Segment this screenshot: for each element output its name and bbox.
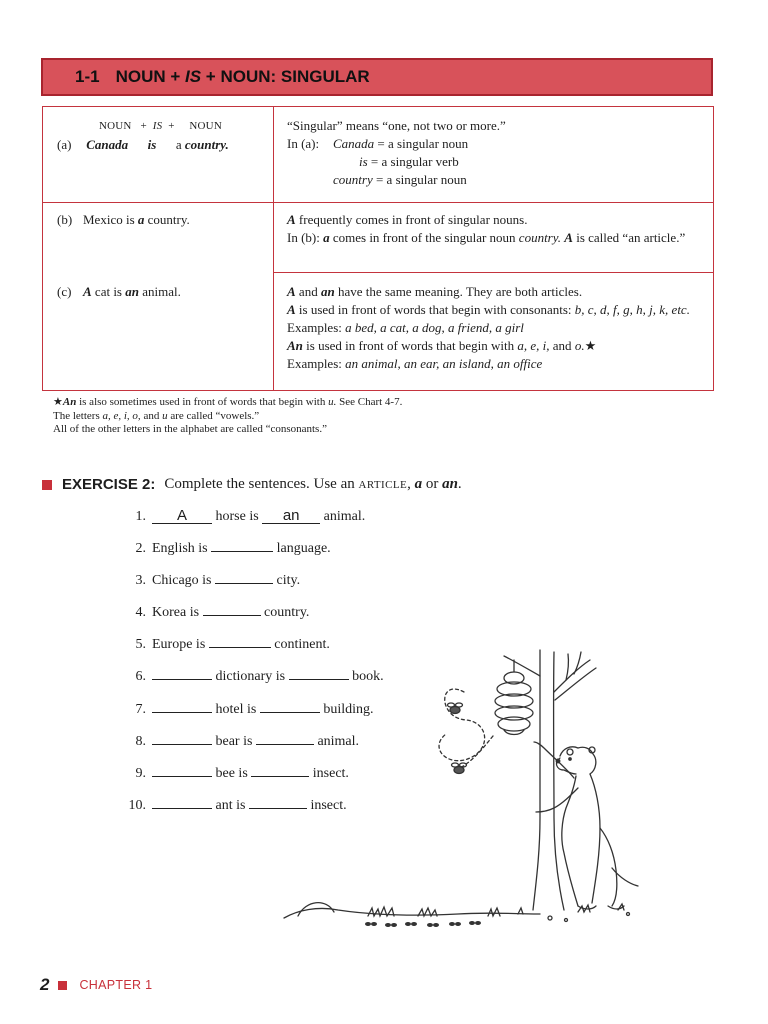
article-an: An (62, 396, 77, 408)
tree-branch (566, 654, 568, 680)
page-number: 2 (40, 975, 50, 994)
item-text: Korea is (152, 605, 200, 620)
item-text: English is (152, 541, 208, 556)
item-text: animal. (323, 509, 366, 524)
item-text: animal. (317, 734, 360, 749)
item-number: 6. (135, 669, 146, 684)
footnote-star: ★ (584, 338, 597, 353)
exercise-instruction (164, 476, 461, 493)
chart-title (116, 67, 370, 87)
explanation-text: and (549, 338, 575, 353)
header-noun: NOUN (189, 120, 222, 132)
article-an: an (320, 284, 335, 299)
square-bullet-icon (58, 981, 67, 990)
chapter-label: CHAPTER 1 (79, 978, 153, 992)
header-plus: + (168, 120, 175, 132)
row-divider (43, 202, 713, 203)
item-number: 5. (135, 637, 146, 652)
example-b (57, 211, 267, 229)
explanation-line (287, 337, 707, 355)
pebble (548, 916, 552, 920)
answer-blank[interactable] (203, 615, 261, 616)
example-label: (a) (57, 137, 72, 152)
beehive-icon (495, 672, 533, 735)
item-text: insect. (312, 766, 349, 781)
answer-blank[interactable] (152, 744, 212, 745)
example-c (57, 283, 267, 301)
item-text: Chicago is (152, 573, 212, 588)
grass (368, 904, 624, 916)
term: country. (518, 230, 562, 245)
item-number: 1. (135, 509, 146, 524)
explanation-line (287, 135, 707, 153)
exercise-header (42, 476, 462, 493)
explanation-line (287, 355, 707, 373)
exercise-label: EXERCISE 2: (62, 476, 156, 493)
tree-trunk (533, 650, 540, 910)
item-number: 8. (135, 734, 146, 749)
instruction-text: . (457, 476, 462, 492)
item-text: building. (323, 702, 374, 717)
example-word: country. (184, 137, 229, 152)
explanation-line (287, 171, 707, 189)
example-list: an animal, an ear, an island, an office (345, 356, 543, 371)
chart-title-is: IS (185, 67, 202, 86)
answer-blank[interactable] (152, 808, 212, 809)
item-text: horse is (215, 509, 259, 524)
instruction-text: Complete the sentences. Use an (164, 476, 359, 492)
bear-icon (534, 742, 638, 909)
item-number: 3. (135, 573, 146, 588)
explanation-line (287, 283, 707, 301)
item-text: Europe is (152, 637, 206, 652)
chart-divider (273, 107, 274, 390)
bee-icon (452, 763, 467, 774)
bee-flight-path (439, 689, 485, 761)
example-label: (b) (57, 212, 73, 227)
row-divider (273, 272, 713, 273)
item-number: 4. (135, 605, 146, 620)
explanation-text: is used in front of words that begin with (302, 338, 518, 353)
item-text: insect. (310, 798, 347, 813)
chart-number: 1-1 (75, 67, 100, 86)
article-a: A (287, 212, 296, 227)
footnote-line (53, 396, 653, 410)
explanation-text: have the same meaning. They are both articles. (334, 284, 583, 299)
article-a: A (564, 230, 573, 245)
tree-branch (555, 668, 596, 700)
pebble (627, 913, 630, 916)
explanation-line (287, 301, 707, 337)
article-a: a (137, 212, 145, 227)
footnote-star: ★ (53, 396, 63, 408)
example-label: (c) (57, 284, 72, 299)
answer-blank[interactable] (152, 776, 212, 777)
explanation-text: frequently comes in front of singular nouns. (295, 212, 528, 227)
instruction-smallcaps: ARTICLE (358, 479, 408, 491)
article-an: an (442, 476, 458, 492)
item-text: bee is (215, 766, 248, 781)
vowel-list: o. (574, 338, 585, 353)
footnote-letter: u. (328, 396, 337, 408)
article-an: an (125, 284, 139, 299)
ant-icon (365, 921, 481, 927)
explanation-text: comes in front of the singular noun (329, 230, 519, 245)
page-footer (40, 975, 152, 995)
footnote-text: The letters (53, 409, 103, 422)
article-a: A (287, 284, 296, 299)
vowel-list: a, e, i, (517, 338, 550, 353)
tree-branch (574, 652, 581, 674)
definition: = a singular noun (374, 136, 469, 151)
footnote-text: and (140, 409, 163, 422)
item-text: dictionary is (215, 669, 286, 684)
explanation-a (287, 117, 707, 189)
header-noun: NOUN (99, 120, 132, 132)
bee-icon (448, 703, 463, 714)
instruction-text: , (407, 476, 415, 492)
example-word: country. (144, 212, 190, 227)
footnote-letter: u (162, 409, 168, 422)
article-a: A (83, 284, 92, 299)
explanation-c (287, 283, 707, 373)
exercise-item (120, 541, 331, 557)
chart-title-part: + NOUN: SINGULAR (201, 67, 370, 86)
explanation-line (287, 153, 707, 171)
item-text: book. (352, 669, 384, 684)
answer-blank[interactable]: an (262, 509, 320, 524)
exercise-item (120, 573, 300, 589)
footnote-text: See Chart 4-7. (336, 396, 403, 408)
term: is (359, 154, 368, 169)
explanation-b (287, 211, 705, 247)
example-word: Mexico is (83, 212, 138, 227)
example-a (57, 117, 267, 154)
explanation-text: is used in front of words that begin with consonants: (295, 302, 575, 317)
header-is: IS (152, 120, 163, 132)
item-text: hotel is (215, 702, 257, 717)
footnote-line (53, 410, 653, 424)
item-text: language. (276, 541, 331, 556)
item-text: bear is (215, 734, 253, 749)
header-plus: + (140, 120, 147, 132)
term: Canada (333, 136, 375, 151)
explanation-prefix: In (a): (287, 136, 320, 151)
explanation-text: In (b): (287, 230, 324, 245)
article-a: A (287, 302, 296, 317)
chart-title-banner (41, 58, 713, 96)
exercise-item (120, 509, 365, 525)
answer-blank[interactable] (211, 551, 273, 552)
instruction-text: or (422, 476, 443, 492)
explanation-text: Examples: (287, 320, 346, 335)
article-a: a (323, 230, 330, 245)
pebble (565, 919, 568, 922)
example-list: a bed, a cat, a dog, a friend, a girl (345, 320, 524, 335)
answer-blank[interactable] (215, 583, 273, 584)
article-an: An (287, 338, 303, 353)
chart-footnote (53, 396, 653, 437)
example-word: cat is (91, 284, 126, 299)
answer-blank[interactable] (152, 679, 212, 680)
definition: = a singular noun (372, 172, 467, 187)
example-word: is (147, 137, 157, 152)
answer-blank[interactable]: A (152, 509, 212, 524)
explanation-line: “Singular” means “one, not two or more.” (287, 118, 506, 133)
ground-line (284, 908, 540, 918)
bear-and-beehive-illustration (278, 648, 648, 928)
explanation-line (287, 229, 705, 247)
example-word: a (175, 137, 182, 152)
explanation-text: and (295, 284, 321, 299)
footnote-line: All of the other letters in the alphabet are called “consonants.” (53, 423, 327, 435)
explanation-line (287, 211, 705, 229)
item-text: ant is (215, 798, 246, 813)
example-word: Canada (86, 137, 129, 152)
item-number: 7. (135, 702, 146, 717)
item-text: country. (264, 605, 310, 620)
item-number: 2. (135, 541, 146, 556)
pattern-header (57, 117, 267, 135)
square-bullet-icon (42, 480, 52, 490)
article-a: a (414, 476, 423, 492)
term: country (333, 172, 373, 187)
explanation-text: is called “an article.” (572, 230, 686, 245)
grammar-chart (42, 106, 714, 391)
consonant-list: b, c, d, f, g, h, j, k, etc. (574, 302, 690, 317)
item-text: continent. (274, 637, 330, 652)
item-text: city. (276, 573, 301, 588)
item-number: 10. (128, 798, 146, 813)
item-number: 9. (135, 766, 146, 781)
footnote-text: is also sometimes used in front of words that begin with (76, 396, 329, 408)
chart-title-part: NOUN + (115, 67, 186, 86)
exercise-item (120, 605, 309, 621)
example-word: animal. (138, 284, 181, 299)
explanation-text: Examples: (287, 356, 346, 371)
definition: = a singular verb (367, 154, 459, 169)
footnote-letter: a, e, i, o, (102, 409, 141, 422)
answer-blank[interactable] (209, 647, 271, 648)
answer-blank[interactable] (152, 712, 212, 713)
footnote-text: are called “vowels.” (167, 409, 260, 422)
